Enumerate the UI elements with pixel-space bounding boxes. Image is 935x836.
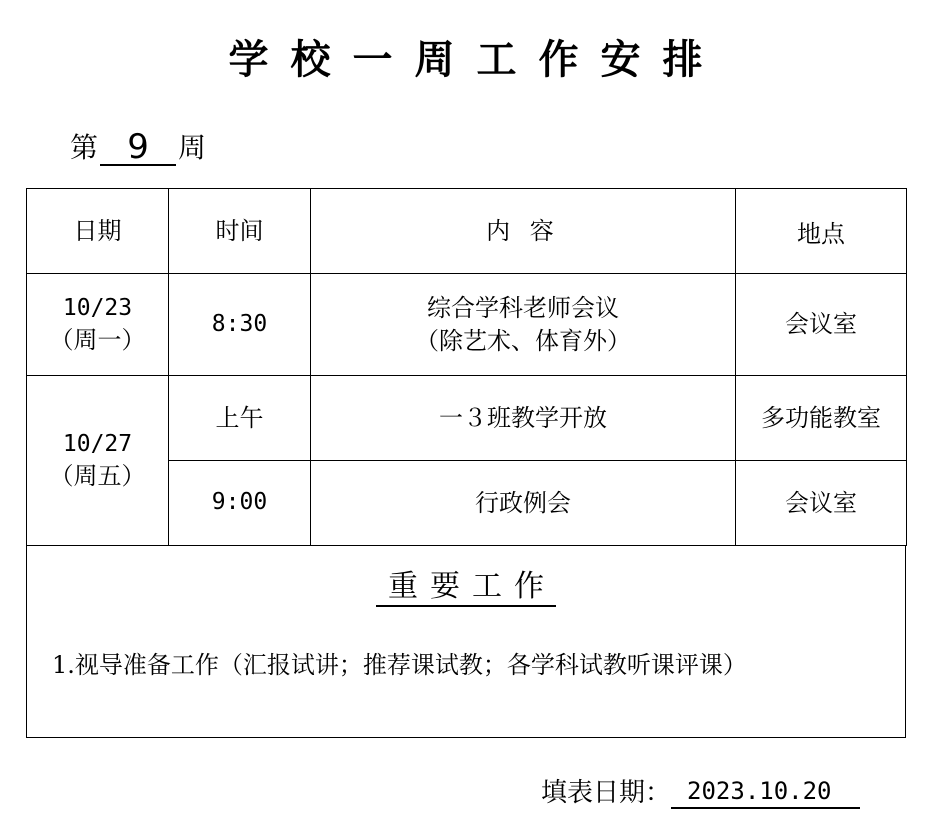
page-title: 学校一周工作安排 — [228, 36, 725, 83]
header-content: 内 容 — [311, 189, 736, 274]
row-location: 会议室 — [736, 461, 907, 546]
row-content-cell — [311, 274, 736, 376]
week-number: 9 — [100, 130, 176, 166]
header-date: 日期 — [27, 189, 169, 274]
important-work-title-wrap — [27, 569, 905, 607]
row-location: 会议室 — [736, 274, 907, 376]
row-weekday: （周一） — [49, 325, 146, 354]
week-prefix: 第 — [70, 131, 99, 164]
row-content: 行政例会 — [311, 461, 736, 546]
important-work-section — [26, 545, 906, 738]
row-content: 一３班教学开放 — [311, 376, 736, 461]
row-time: 8:30 — [169, 274, 311, 376]
row-date: 10/27 — [62, 430, 133, 457]
row-time: 9:00 — [169, 461, 311, 546]
row-date: 10/23 — [62, 294, 133, 321]
important-work-title: 重要工作 — [376, 569, 556, 607]
fill-date-value: 2023.10.20 — [671, 775, 860, 809]
header-time: 时间 — [169, 189, 311, 274]
table-header-row — [27, 189, 907, 274]
week-suffix: 周 — [178, 131, 207, 164]
row-content-line1: 综合学科老师会议 — [427, 294, 619, 323]
row-content-line2: （除艺术、体育外） — [415, 326, 631, 355]
week-line — [70, 126, 206, 166]
row-time: 上午 — [169, 376, 311, 461]
header-location: 地点 — [736, 189, 907, 274]
fill-date-line — [541, 772, 860, 809]
row-location: 多功能教室 — [736, 376, 907, 461]
row-date-cell — [27, 376, 169, 546]
table-row — [27, 274, 907, 376]
row-weekday: （周五） — [49, 461, 146, 490]
important-work-item: 1.视导准备工作（汇报试讲；推荐课试教；各学科试教听课评课） — [52, 651, 747, 679]
schedule-table — [26, 188, 907, 546]
fill-date-label: 填表日期： — [541, 778, 672, 808]
row-date-cell — [27, 274, 169, 376]
table-row — [27, 376, 907, 461]
